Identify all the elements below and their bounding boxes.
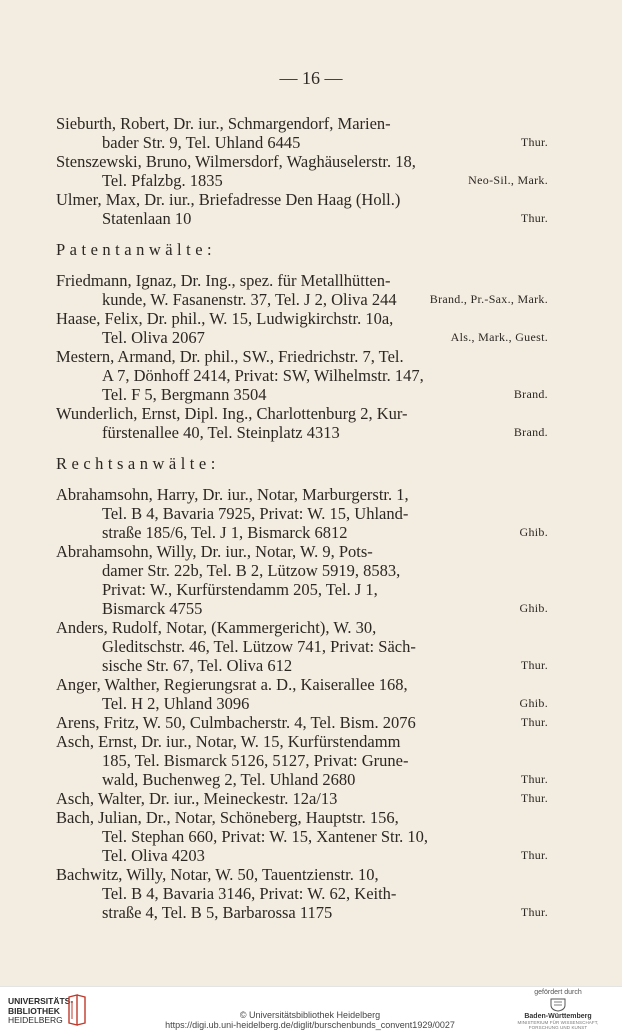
entry-line: Bach, Julian, Dr., Notar, Schöneberg, Hauptstr. 156, [56, 808, 399, 827]
entry-affiliation: Thur. [520, 135, 548, 149]
entry-affiliation: Thur. [520, 848, 548, 862]
entry-line: Mestern, Armand, Dr. phil., SW., Friedrichstr. 7, Tel. [56, 347, 404, 366]
source-url-link[interactable]: https://digi.ub.uni-heidelberg.de/diglit/burschenbunds_convent1929/0027 [165, 1020, 455, 1030]
entry-line: Abrahamsohn, Willy, Dr. iur., Notar, W. 9, Pots- [56, 542, 373, 561]
entry-affiliation: Neo-Sil., Mark. [468, 173, 548, 187]
bw-crest-icon [549, 998, 567, 1012]
entry-line: Tel. Oliva 4203 [102, 846, 205, 865]
entry-line: Statenlaan 10 [102, 209, 192, 228]
entry-line: Privat: W., Kurfürstendamm 205, Tel. J 1, [102, 580, 378, 599]
entry-affiliation: Brand. [513, 387, 548, 401]
entry-line: Stenszewski, Bruno, Wilmersdorf, Waghäuselerstr. 18, [56, 152, 416, 171]
ub-logo-text [8, 997, 73, 1026]
directory-entry [56, 618, 548, 675]
entry-line: A 7, Dönhoff 2414, Privat: SW, Wilhelmstr. 147, [102, 366, 424, 385]
entry-line: Tel. B 4, Bavaria 7925, Privat: W. 15, Uhland- [102, 504, 409, 523]
directory-entry [56, 404, 548, 442]
entry-affiliation: Als., Mark., Guest. [450, 330, 548, 344]
entry-line: Haase, Felix, Dr. phil., W. 15, Ludwigkirchstr. 10a, [56, 309, 394, 328]
copyright-text: © Universitätsbibliothek Heidelberg [239, 1010, 381, 1020]
entry-line: fürstenallee 40, Tel. Steinplatz 4313 [102, 423, 340, 442]
entry-line: Bachwitz, Willy, Notar, W. 50, Tauentzienstr. 10, [56, 865, 379, 884]
logo-line: BIBLIOTHEK [8, 1005, 60, 1016]
entry-line: Tel. Stephan 660, Privat: W. 15, Xantener Str. 10, [102, 827, 429, 846]
entry-line: Tel. B 4, Bavaria 3146, Privat: W. 62, Keith- [102, 884, 397, 903]
directory-entry [56, 309, 548, 347]
ub-logo-icon [66, 993, 88, 1027]
sponsor-subtitle: MINISTERIUM FÜR WISSENSCHAFT, FORSCHUNG UND KUNST [517, 1020, 599, 1030]
directory-entry [56, 732, 548, 789]
entry-line: Friedmann, Ignaz, Dr. Ing., spez. für Metallhütten- [56, 271, 391, 290]
entry-line: Tel. Pfalzbg. 1835 [102, 171, 223, 190]
entry-line: bader Str. 9, Tel. Uhland 6445 [102, 133, 301, 152]
sponsor-name: Baden-Württemberg [524, 1013, 592, 1020]
entry-affiliation: Brand. [513, 425, 548, 439]
entry-line: Asch, Ernst, Dr. iur., Notar, W. 15, Kurfürstendamm [56, 732, 401, 751]
entry-affiliation: Ghib. [519, 601, 548, 615]
entry-line: damer Str. 22b, Tel. B 2, Lützow 5919, 8583, [102, 561, 401, 580]
page-number: — 16 — [279, 68, 343, 88]
sponsor-label: gefördert durch [534, 989, 582, 996]
directory-entry [56, 675, 548, 713]
directory-text [56, 114, 548, 922]
entry-line: straße 4, Tel. B 5, Barbarossa 1175 [102, 903, 333, 922]
entry-line: wald, Buchenweg 2, Tel. Uhland 2680 [102, 770, 356, 789]
directory-entry [56, 865, 548, 922]
logo-line: UNIVERSITÄTS- [8, 996, 74, 1006]
entry-line: Tel. H 2, Uhland 3096 [102, 694, 250, 713]
entry-affiliation: Ghib. [519, 525, 548, 539]
directory-entry [56, 542, 548, 618]
section-heading-patent: Patentanwälte: [56, 240, 217, 259]
sponsor [508, 989, 608, 1030]
entry-affiliation: Thur. [520, 211, 548, 225]
section-heading-recht: Rechtsanwälte: [56, 454, 220, 473]
footer [0, 986, 622, 1032]
entry-line: 185, Tel. Bismarck 5126, 5127, Privat: Grune- [102, 751, 409, 770]
entry-line: Tel. Oliva 2067 [102, 328, 205, 347]
directory-entry [56, 271, 548, 309]
entry-line: kunde, W. Fasanenstr. 37, Tel. J 2, Oliva 244 [102, 290, 397, 309]
directory-entry [56, 347, 548, 404]
entry-affiliation: Thur. [520, 791, 548, 805]
entry-line: sische Str. 67, Tel. Oliva 612 [102, 656, 293, 675]
entry-line: Arens, Fritz, W. 50, Culmbacherstr. 4, Tel. Bism. 2076 [56, 713, 416, 732]
entry-line: Abrahamsohn, Harry, Dr. iur., Notar, Marburgerstr. 1, [56, 485, 409, 504]
entry-line: Anders, Rudolf, Notar, (Kammergericht), W. 30, [56, 618, 377, 637]
directory-entry [56, 808, 548, 865]
entry-line: straße 185/6, Tel. J 1, Bismarck 6812 [102, 523, 348, 542]
directory-entry [56, 152, 548, 190]
entry-line: Ulmer, Max, Dr. iur., Briefadresse Den Haag (Holl.) [56, 190, 401, 209]
entry-line: Gleditschstr. 46, Tel. Lützow 741, Privat: Säch- [102, 637, 416, 656]
entry-affiliation: Brand., Pr.-Sax., Mark. [429, 292, 548, 306]
credit [150, 1010, 470, 1030]
directory-entry [56, 713, 548, 732]
entry-line: Asch, Walter, Dr. iur., Meineckestr. 12a/13 [56, 789, 338, 808]
entry-line: Wunderlich, Ernst, Dipl. Ing., Charlottenburg 2, Kur- [56, 404, 408, 423]
entry-affiliation: Thur. [520, 658, 548, 672]
directory-entry [56, 190, 548, 228]
entries-c [56, 485, 548, 922]
entries-b [56, 271, 548, 442]
entry-affiliation: Thur. [520, 905, 548, 919]
entries-a [56, 114, 548, 228]
directory-entry [56, 114, 548, 152]
directory-entry [56, 485, 548, 542]
entry-affiliation: Thur. [520, 772, 548, 786]
entry-line: Anger, Walther, Regierungsrat a. D., Kaiserallee 168, [56, 675, 408, 694]
logo-line: HEIDELBERG [8, 1015, 63, 1025]
directory-entry [56, 789, 548, 808]
entry-affiliation: Thur. [520, 715, 548, 729]
entry-line: Sieburth, Robert, Dr. iur., Schmargendorf, Marien- [56, 114, 391, 133]
entry-line: Tel. F 5, Bergmann 3504 [102, 385, 267, 404]
entry-line: Bismarck 4755 [102, 599, 203, 618]
entry-affiliation: Ghib. [519, 696, 548, 710]
